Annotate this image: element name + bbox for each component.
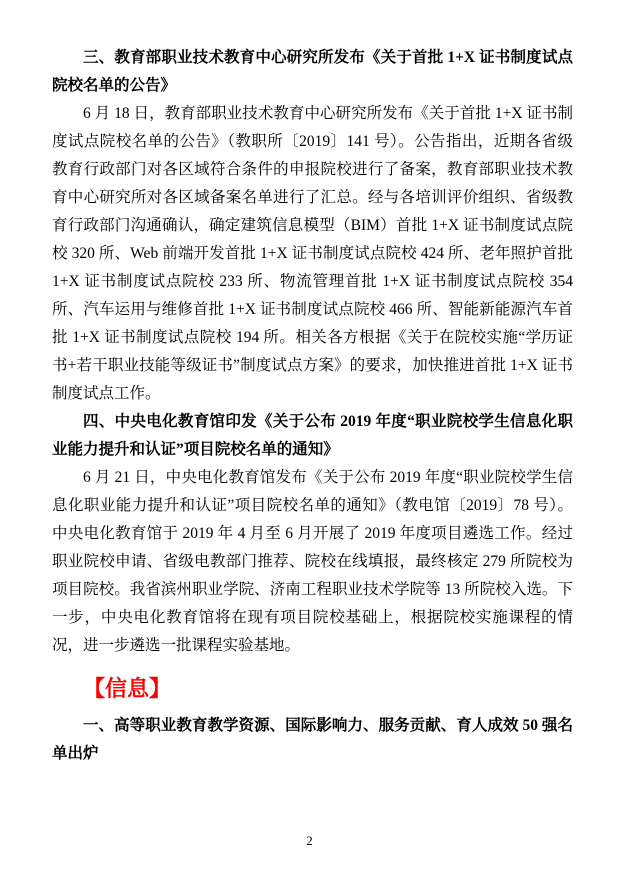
section-body-3: 6 月 18 日，教育部职业技术教育中心研究所发布《关于首批 1+X 证书制度试点院校名单的公告》（教职所〔2019〕141 号）。公告指出，近期各省级教育行政部门对各区域符合条件的申报院校进行了备案，教育部职业技术教育中心研究所对各区域备案名单进行了汇总。经与各培训评价组织、省级教育行政部门沟通确认，确定建筑信息模型（BIM）首批 1+X 证书制度试点院校 320 所、Web 前端开发首批 1+X 证书制度试点院校 424 所、老年照护首批 1+X 证书制度试点院校 233 所、物流管理首批 1+X 证书制度试点院校 354 所、汽车运用与维修首批 1+X 证书制度试点院校 466 所、智能新能源汽车首批 1+X 证书制度试点院校 194 所。相关各方根据《关于在院校实施“学历证书+若干职业技能等级证书”制度试点方案》的要求，加快推进首批 1+X 证书制度试点工作。: [52, 105, 573, 402]
page-content: [52, 44, 573, 768]
section-body-4: 6 月 21 日，中央电化教育馆发布《关于公布 2019 年度“职业院校学生信息化职业能力提升和认证”项目院校名单的通知》（教电馆〔2019〕78 号）。中央电化教育馆于 2019 年 4 月至 6 月开展了 2019 年度项目遴选工作。经过职业院校申请、省级电教部门推荐、院校在线填报，最终核定 279 所院校为项目院校。我省滨州职业学院、济南工程职业技术学院等 13 所院校入选。下一步，中央电化教育馆将在现有项目院校基础上，根据院校实施课程的情况，进一步遴选一批课程实验基地。: [52, 469, 573, 654]
info-item-1-heading: 一、高等职业教育教学资源、国际影响力、服务贡献、育人成效 50 强名单出炉: [52, 717, 573, 762]
section-heading-3: 三、教育部职业技术教育中心研究所发布《关于首批 1+X 证书制度试点院校名单的公告》: [52, 49, 573, 94]
section-heading-4: 四、中央电化教育馆印发《关于公布 2019 年度“职业院校学生信息化职业能力提升和认证”项目院校名单的通知》: [52, 413, 573, 458]
page-number: 2: [306, 833, 313, 848]
info-section-header: 【信息】: [83, 676, 172, 701]
